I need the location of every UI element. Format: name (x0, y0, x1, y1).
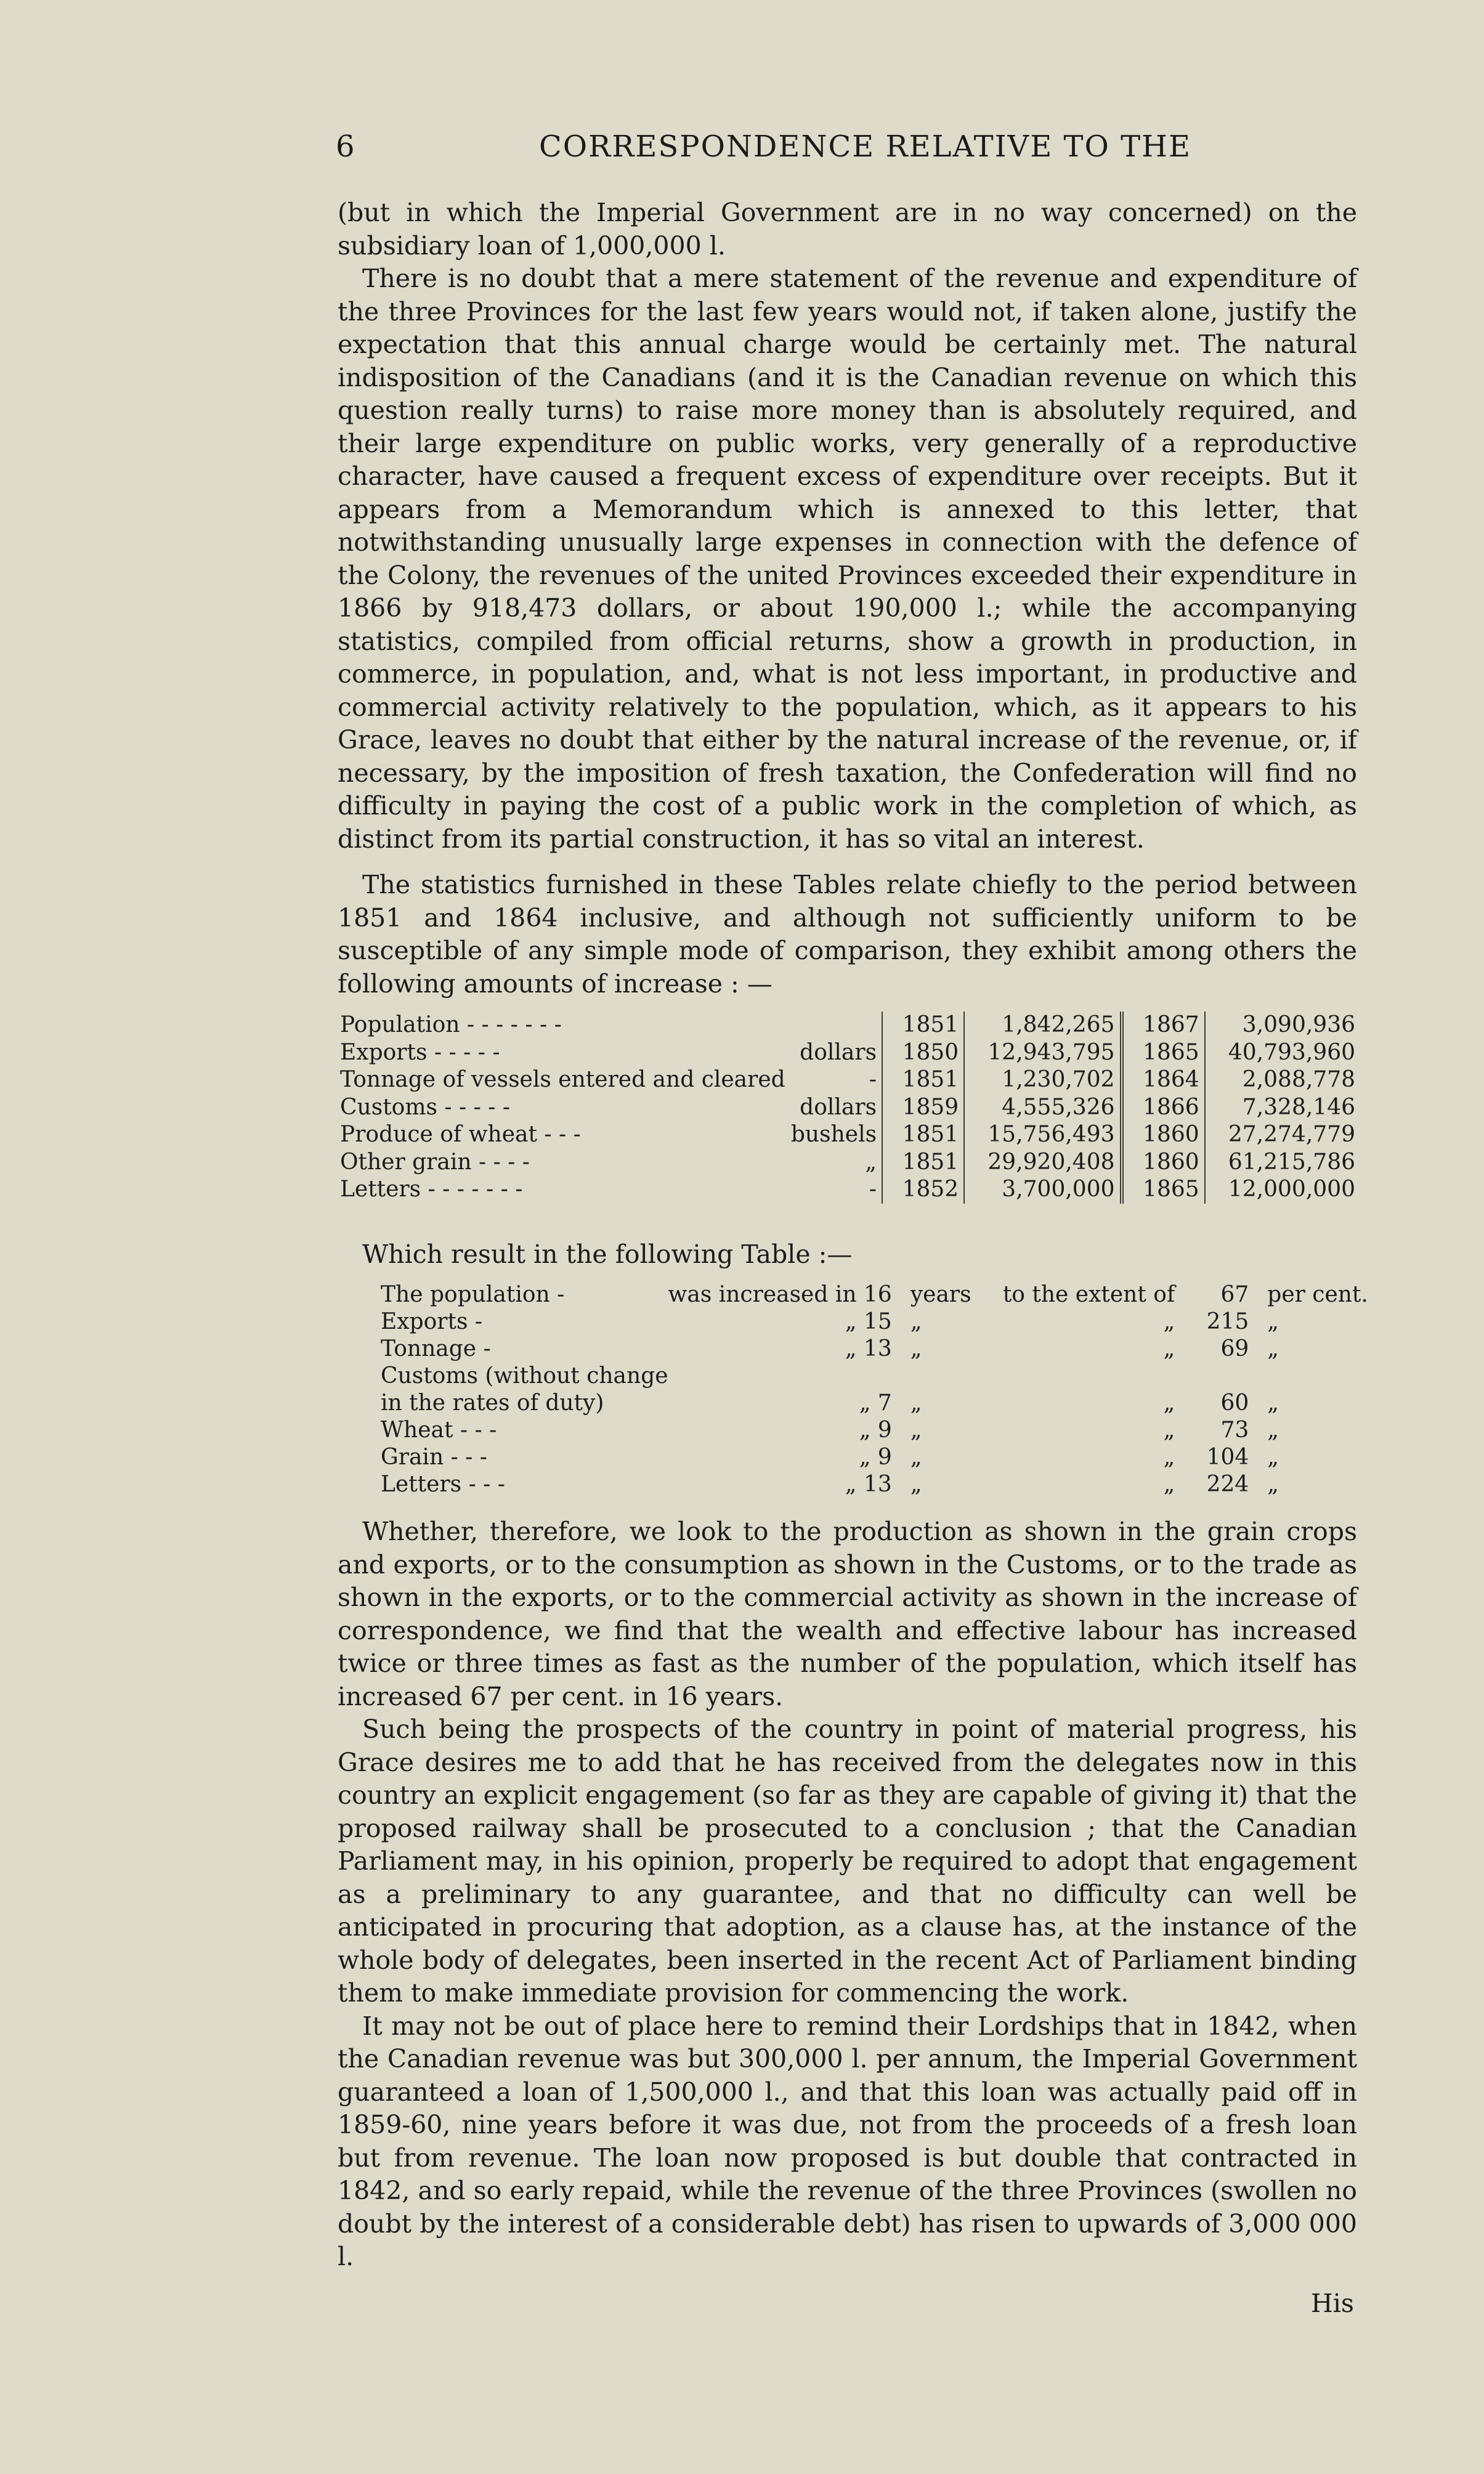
result-unit: „ (1267, 1390, 1279, 1416)
result-years-word: „ (910, 1309, 922, 1334)
start-year: 1859 (882, 1094, 964, 1122)
start-year: 1851 (882, 1149, 964, 1177)
row-label (338, 1039, 882, 1067)
end-value: 27,274,779 (1205, 1121, 1360, 1149)
table-row (381, 1471, 1368, 1498)
row-label-text: Letters - - - - - - - (340, 1177, 523, 1202)
end-value: 7,328,146 (1205, 1094, 1360, 1122)
result-years-word: „ (910, 1417, 922, 1443)
row-label-text: Other grain - - - - (340, 1149, 530, 1175)
start-value: 1,230,702 (964, 1066, 1121, 1094)
result-label: Wheat - - - (381, 1417, 497, 1443)
start-year: 1850 (882, 1039, 964, 1067)
end-year: 1860 (1122, 1149, 1205, 1177)
paragraph: There is no doubt that a mere statement of the revenue and expenditure of the three Provinces for the last few years would not, if taken alone, justify the expectation that this annual charge would be certainly met. The natural indisposition of the Canadians (and it is the Canadian revenue on which this question really turns) to raise more money than is absolutely required, and their large expenditure on public works, very generally of a reproductive character, have caused a frequent excess of expenditure over receipts. But it appears from a Memorandum which is annexed to this letter, that notwithstanding unusually large expenses in connection with the defence of the Colony, the revenues of the united Provinces exceeded their expenditure in 1866 by 918,473 dollars, or about 190,000 l.; while the accompanying statistics, compiled from official returns, show a growth in production, in commerce, in population, and, what is not less important, in productive and commercial activity relatively to the population, which, as it appears to his Grace, leaves no doubt that either by the natural increase of the revenue, or, if necessary, by the imposition of fresh taxation, the Confederation will find no difficulty in paying the cost of a public work in the completion of which, as distinct from its partial construction, it has so vital an interest. (338, 264, 1357, 854)
statistics-table (338, 1012, 1360, 1204)
table-row (338, 1121, 1360, 1149)
result-number: 73 (1220, 1417, 1249, 1443)
row-label (338, 1012, 882, 1039)
end-year: 1864 (1122, 1066, 1205, 1094)
result-number: 215 (1206, 1309, 1249, 1334)
end-year: 1867 (1122, 1012, 1205, 1039)
paragraph: It may not be out of place here to remind their Lordships that in 1842, when the Canadian revenue was but 300,000 l. per annum, the Imperial Government guaranteed a loan of 1,500,000 l., and that this loan was actually paid off in 1859-60, nine years before it was due, not from the proceeds of a fresh loan but from revenue. The loan now proposed is but double that contracted in 1842, and so early repaid, while the revenue of the three Provinces (swollen no doubt by the interest of a considerable debt) has risen to upwards of 3,000 000 l. (338, 2011, 1357, 2271)
start-year: 1851 (882, 1121, 964, 1149)
page-header (336, 129, 1192, 172)
table-row (338, 1012, 1360, 1039)
row-label-text: Population - - - - - - - (340, 1012, 562, 1037)
table-row (338, 1149, 1360, 1177)
result-years-word: „ (910, 1336, 922, 1361)
result-extent: „ (1163, 1417, 1175, 1443)
row-label (338, 1121, 882, 1149)
start-value: 4,555,326 (964, 1094, 1121, 1122)
table-row (338, 1094, 1360, 1122)
table-row (381, 1390, 1368, 1417)
result-number: 224 (1206, 1472, 1249, 1497)
result-label: in the rates of duty) (381, 1390, 604, 1416)
row-label (338, 1176, 882, 1204)
end-value: 12,000,000 (1205, 1176, 1360, 1204)
start-value: 29,920,408 (964, 1149, 1121, 1177)
body-text-block-1 (338, 197, 1357, 856)
paragraph: (but in which the Imperial Government are in no way concerned) on the subsidiary loan of 1,000,000 l. (338, 198, 1357, 261)
body-text-block-2 (338, 869, 1357, 1000)
row-label-text: Customs - - - - - (340, 1094, 510, 1120)
table-row (381, 1308, 1368, 1336)
row-label-text: Tonnage of vessels entered and cleared (340, 1067, 785, 1092)
result-extent (1003, 1363, 1175, 1390)
table-row (338, 1066, 1360, 1094)
start-value: 12,943,795 (964, 1039, 1121, 1067)
start-year: 1851 (882, 1012, 964, 1039)
end-year: 1865 (1122, 1039, 1205, 1067)
result-unit: „ (1267, 1472, 1279, 1497)
result-label: Tonnage - (381, 1336, 491, 1361)
end-value: 2,088,778 (1205, 1066, 1360, 1094)
end-year: 1865 (1122, 1176, 1205, 1204)
result-years-count (668, 1363, 910, 1390)
end-value: 40,793,960 (1205, 1039, 1360, 1067)
result-extent: „ (1163, 1336, 1175, 1361)
end-year: 1866 (1122, 1094, 1205, 1122)
start-year: 1851 (882, 1066, 964, 1094)
result-years-count: was increased in 16 (668, 1282, 892, 1307)
result-extent: to the extent of (1002, 1282, 1175, 1307)
result-years-count: „ 13 (845, 1336, 892, 1361)
result-years-word: „ (910, 1472, 922, 1497)
end-value: 3,090,936 (1205, 1012, 1360, 1039)
result-years-count: „ 15 (845, 1309, 892, 1334)
result-unit (1249, 1363, 1368, 1390)
row-unit: bushels (790, 1122, 877, 1147)
paragraph: Such being the prospects of the country in point of material progress, his Grace desires me to add that he has received from the delegates now in this country an explicit engagement (so far as they are capable of giving it) that the proposed railway shall be prosecuted to a conclusion ; that the Canadian Parliament may, in his opinion, properly be required to adopt that engagement as a preliminary to any guarantee, and that no difficulty can well be anticipated in procuring that adoption, as a clause has, at the instance of the whole body of delegates, been inserted in the recent Act of Parliament binding them to make immediate provision for commencing the work. (338, 1714, 1357, 2008)
start-value: 3,700,000 (964, 1176, 1121, 1204)
result-years-word: „ (910, 1390, 922, 1416)
result-extent: „ (1163, 1390, 1175, 1416)
result-unit: „ (1267, 1417, 1279, 1443)
result-extent: „ (1163, 1472, 1175, 1497)
catchword: His (1311, 2289, 1354, 2318)
running-title: CORRESPONDENCE RELATIVE TO THE (539, 129, 1192, 164)
page-number: 6 (336, 129, 356, 164)
table-row (338, 1176, 1360, 1204)
result-years-count: „ 7 (859, 1390, 892, 1416)
table-row (381, 1281, 1368, 1308)
result-years-word (910, 1363, 1003, 1390)
paragraph: Whether, therefore, we look to the production as shown in the grain crops and exports, or to the consumption as shown in the Customs, or to the trade as shown in the exports, or to the commercial activity as shown in the increase of correspondence, we find that the wealth and effective labour has increased twice or three times as fast as the number of the population, which itself has increased 67 per cent. in 16 years. (338, 1517, 1357, 1711)
result-label: Letters - - - (381, 1472, 505, 1497)
end-year: 1860 (1122, 1121, 1205, 1149)
result-years-count: „ 9 (859, 1445, 892, 1470)
result-number: 60 (1220, 1390, 1249, 1416)
result-unit: „ (1267, 1445, 1279, 1470)
result-label: Customs (without change (381, 1363, 668, 1389)
result-table (381, 1281, 1368, 1498)
table-row (338, 1039, 1360, 1067)
result-label: Grain - - - (381, 1445, 487, 1470)
result-number: 69 (1220, 1336, 1249, 1361)
result-number: 104 (1206, 1445, 1249, 1470)
row-unit: dollars (800, 1039, 877, 1065)
start-value: 15,756,493 (964, 1121, 1121, 1149)
row-unit: „ (865, 1149, 877, 1175)
result-unit: per cent. (1267, 1282, 1368, 1307)
table-row (381, 1444, 1368, 1471)
row-label-text: Exports - - - - - (340, 1039, 500, 1065)
result-extent: „ (1163, 1309, 1175, 1334)
body-text-block-3 (338, 1515, 1357, 2274)
result-label: The population - (381, 1282, 565, 1307)
result-unit: „ (1267, 1336, 1279, 1361)
result-number: 67 (1220, 1282, 1249, 1307)
result-label: Exports - (381, 1309, 483, 1334)
paragraph: The statistics furnished in these Tables relate chiefly to the period between 1851 and 1864 inclusive, and although not sufficiently uniform to be susceptible of any simple mode of comparison, they exhibit among others the following amounts of increase : — (338, 870, 1357, 999)
end-value: 61,215,786 (1205, 1149, 1360, 1177)
table-row (381, 1363, 1368, 1390)
result-unit: „ (1267, 1309, 1279, 1334)
table-row (381, 1336, 1368, 1363)
result-years-word: „ (910, 1445, 922, 1470)
result-years-word: years (910, 1282, 971, 1307)
table-row (381, 1417, 1368, 1444)
row-unit: dollars (800, 1094, 877, 1120)
start-value: 1,842,265 (964, 1012, 1121, 1039)
result-table-intro: Which result in the following Table :— (362, 1239, 853, 1269)
row-unit: - (869, 1177, 877, 1202)
row-unit: - (869, 1067, 877, 1092)
row-label-text: Produce of wheat - - - (340, 1122, 581, 1147)
row-label (338, 1094, 882, 1122)
start-year: 1852 (882, 1176, 964, 1204)
row-label (338, 1149, 882, 1177)
result-years-count: „ 13 (845, 1472, 892, 1497)
row-label (338, 1066, 882, 1094)
result-years-count: „ 9 (859, 1417, 892, 1443)
result-number (1175, 1363, 1249, 1390)
result-extent: „ (1163, 1445, 1175, 1470)
